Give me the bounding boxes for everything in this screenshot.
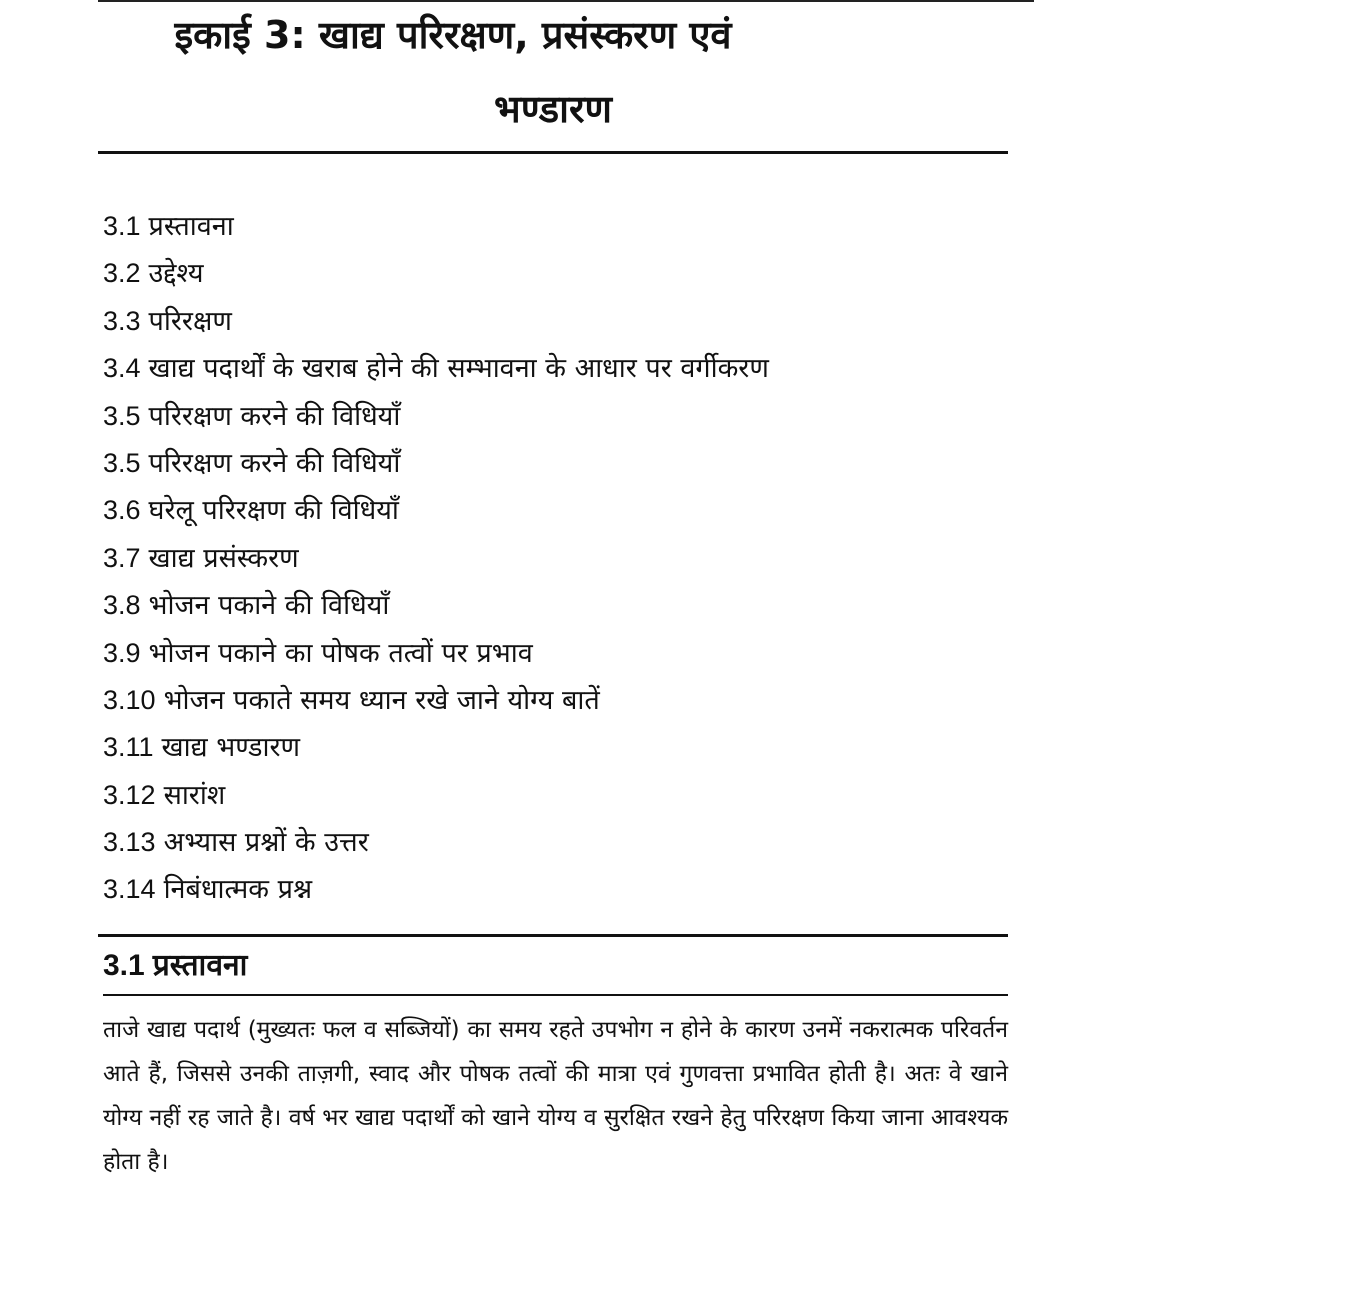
toc-item-label: खाद्य पदार्थों के खराब होने की सम्भावना के आधार पर वर्गीकरण: [148, 353, 769, 385]
toc-item-label: घरेलू परिरक्षण की विधियाँ: [148, 495, 399, 527]
toc-item: [103, 298, 769, 345]
toc-item: [103, 819, 769, 866]
toc-item: [103, 677, 769, 724]
toc-item-number: 3.7: [103, 542, 141, 573]
chapter-title-line-2: भण्डारण: [494, 87, 612, 131]
toc-item-number: 3.11: [103, 732, 154, 763]
section-divider-top: [98, 934, 1008, 937]
toc-item: [103, 440, 769, 487]
toc-item-number: 3.5: [103, 400, 141, 431]
toc-item-number: 3.3: [103, 305, 141, 336]
toc-item-label: प्रस्तावना: [148, 211, 234, 242]
chapter-title-line-1: इकाई 3: खाद्य परिरक्षण, प्रसंस्करण एवं: [174, 13, 732, 57]
toc-item-label: निबंधात्मक प्रश्न: [163, 874, 313, 906]
toc-item-number: 3.2: [103, 258, 141, 289]
toc-item-label: खाद्य प्रसंस्करण: [148, 542, 299, 574]
toc-item-label: भोजन पकाने की विधियाँ: [148, 590, 390, 622]
table-of-contents: [103, 203, 769, 914]
toc-item: [103, 535, 769, 582]
toc-item: [103, 866, 769, 913]
toc-item-number: 3.10: [103, 684, 156, 715]
title-divider: [98, 151, 1008, 154]
toc-item-label: भोजन पकाने का पोषक तत्वों पर प्रभाव: [148, 637, 533, 669]
toc-item: [103, 393, 769, 440]
toc-item: [103, 724, 769, 771]
section-paragraph: ताजे खाद्य पदार्थ (मुख्यतः फल व सब्जियों) का समय रहते उपभोग न होने के कारण उनमें नकरात्मक परिवर्तन आते हैं, जिससे उनकी ताज़गी, स्वाद और पोषक तत्वों की मात्रा एवं गुणवत्ता प्रभावित होती है। अतः वे खाने योग्य नहीं रह जाते है। वर्ष भर खाद्य पदार्थों को खाने योग्य व सुरक्षित रखने हेतु परिरक्षण किया जाना आवश्यक होता है।: [103, 1017, 1008, 1175]
toc-item-label: परिरक्षण करने की विधियाँ: [148, 400, 401, 432]
toc-item-number: 3.1: [103, 211, 141, 241]
toc-item-number: 3.4: [103, 353, 141, 384]
toc-item-number: 3.9: [103, 637, 141, 668]
toc-item-label: अभ्यास प्रश्नों के उत्तर: [163, 827, 369, 859]
toc-item-number: 3.5: [103, 447, 141, 478]
section-number: 3.1: [103, 949, 145, 982]
toc-item: [103, 772, 769, 819]
toc-item-number: 3.6: [103, 495, 141, 526]
toc-item: [103, 582, 769, 629]
toc-item-number: 3.12: [103, 779, 156, 810]
toc-item: [103, 630, 769, 677]
toc-item: [103, 203, 769, 250]
toc-item-label: भोजन पकाते समय ध्यान रखे जाने योग्य बातें: [163, 684, 600, 716]
toc-item: [103, 250, 769, 297]
toc-item: [103, 487, 769, 534]
section-divider-bottom: [103, 994, 1008, 996]
section-title: प्रस्तावना: [152, 948, 248, 983]
toc-item-label: परिरक्षण: [148, 305, 232, 337]
toc-item-label: खाद्य भण्डारण: [161, 732, 301, 764]
toc-item-label: सारांश: [163, 779, 226, 811]
toc-item-number: 3.13: [103, 827, 156, 858]
toc-item-label: उद्देश्य: [148, 258, 204, 290]
section-heading: [103, 942, 247, 990]
toc-item: [103, 345, 769, 392]
toc-item-number: 3.14: [103, 874, 156, 905]
top-rule: [98, 0, 1034, 2]
toc-item-label: परिरक्षण करने की विधियाँ: [148, 447, 401, 479]
toc-item-number: 3.8: [103, 590, 141, 621]
